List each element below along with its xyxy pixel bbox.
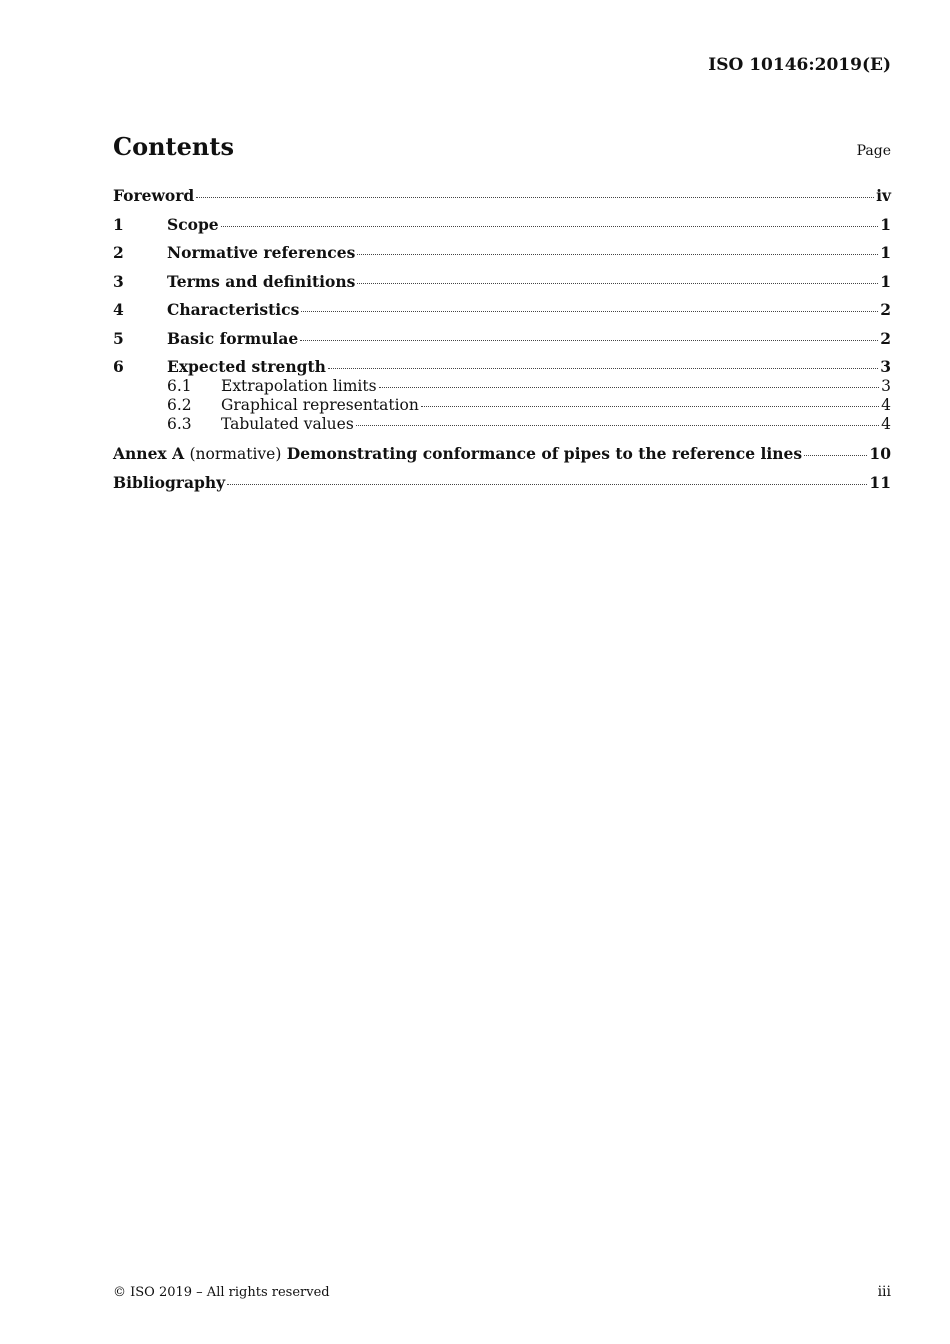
annex-label: Annex A bbox=[113, 444, 185, 463]
dot-leader bbox=[328, 368, 878, 369]
toc-entry-extrapolation-limits[interactable] bbox=[113, 377, 891, 396]
toc-page: 3 bbox=[881, 377, 891, 395]
toc-number: 1 bbox=[113, 214, 124, 234]
toc-page: 1 bbox=[880, 214, 891, 234]
toc-entry-normative-references[interactable] bbox=[113, 243, 891, 272]
dot-leader bbox=[301, 311, 878, 312]
toc-entry-annex-a[interactable] bbox=[113, 444, 891, 473]
toc-entry-expected-strength[interactable] bbox=[113, 357, 891, 377]
toc-entry-foreword[interactable] bbox=[113, 186, 891, 215]
copyright-notice: © ISO 2019 – All rights reserved bbox=[113, 1285, 330, 1300]
dot-leader bbox=[804, 455, 867, 456]
toc-number: 2 bbox=[113, 243, 124, 262]
dot-leader bbox=[357, 254, 878, 255]
toc-number: 3 bbox=[113, 271, 124, 291]
toc-page: 3 bbox=[880, 357, 891, 376]
toc-page: 1 bbox=[880, 271, 891, 291]
toc-title: Tabulated values bbox=[221, 415, 354, 433]
toc-entry-bibliography[interactable] bbox=[113, 473, 891, 502]
dot-leader bbox=[357, 283, 878, 284]
toc-page: 10 bbox=[869, 444, 891, 463]
dot-leader bbox=[379, 387, 880, 388]
toc-entry-terms-and-definitions[interactable] bbox=[113, 272, 891, 301]
toc-title: Demonstrating conformance of pipes to the reference lines bbox=[286, 444, 803, 463]
table-of-contents bbox=[113, 186, 891, 501]
contents-heading: Contents bbox=[113, 132, 234, 161]
standard-identifier: ISO 10146:2019(E) bbox=[708, 55, 891, 75]
toc-title: Graphical representation bbox=[221, 396, 419, 414]
toc-entry-tabulated-values[interactable] bbox=[113, 415, 891, 444]
toc-page: 2 bbox=[880, 328, 891, 348]
page-column-label: Page bbox=[856, 143, 891, 159]
dot-leader bbox=[300, 340, 878, 341]
dot-leader bbox=[356, 425, 879, 426]
toc-number: 4 bbox=[113, 300, 124, 319]
toc-number: 6.2 bbox=[167, 396, 192, 414]
toc-page: 4 bbox=[881, 415, 891, 433]
dot-leader bbox=[221, 226, 879, 227]
annex-type: (normative) bbox=[189, 445, 282, 463]
toc-title: Bibliography bbox=[113, 472, 226, 492]
toc-title: Characteristics bbox=[167, 300, 300, 319]
dot-leader bbox=[227, 484, 867, 485]
toc-page: 2 bbox=[880, 300, 891, 319]
toc-page: 11 bbox=[869, 472, 891, 492]
toc-entry-characteristics[interactable] bbox=[113, 300, 891, 329]
toc-number: 6 bbox=[113, 357, 124, 376]
toc-title: Normative references bbox=[167, 243, 356, 262]
toc-title: Foreword bbox=[113, 186, 195, 205]
toc-page: iv bbox=[876, 186, 891, 205]
dot-leader bbox=[421, 406, 879, 407]
toc-entry-basic-formulae[interactable] bbox=[113, 329, 891, 358]
toc-title: Basic formulae bbox=[167, 328, 299, 348]
toc-title: Terms and definitions bbox=[167, 271, 356, 291]
toc-number: 6.3 bbox=[167, 415, 192, 433]
toc-title: Expected strength bbox=[167, 357, 326, 376]
dot-leader bbox=[196, 197, 874, 198]
toc-page: 4 bbox=[881, 396, 891, 414]
toc-entry-scope[interactable] bbox=[113, 215, 891, 244]
toc-number: 6.1 bbox=[167, 377, 192, 395]
toc-page: 1 bbox=[880, 243, 891, 262]
toc-entry-graphical-representation[interactable] bbox=[113, 396, 891, 415]
toc-title: Extrapolation limits bbox=[221, 377, 377, 395]
page-number: iii bbox=[877, 1284, 891, 1300]
toc-number: 5 bbox=[113, 328, 124, 348]
toc-title: Scope bbox=[167, 214, 219, 234]
